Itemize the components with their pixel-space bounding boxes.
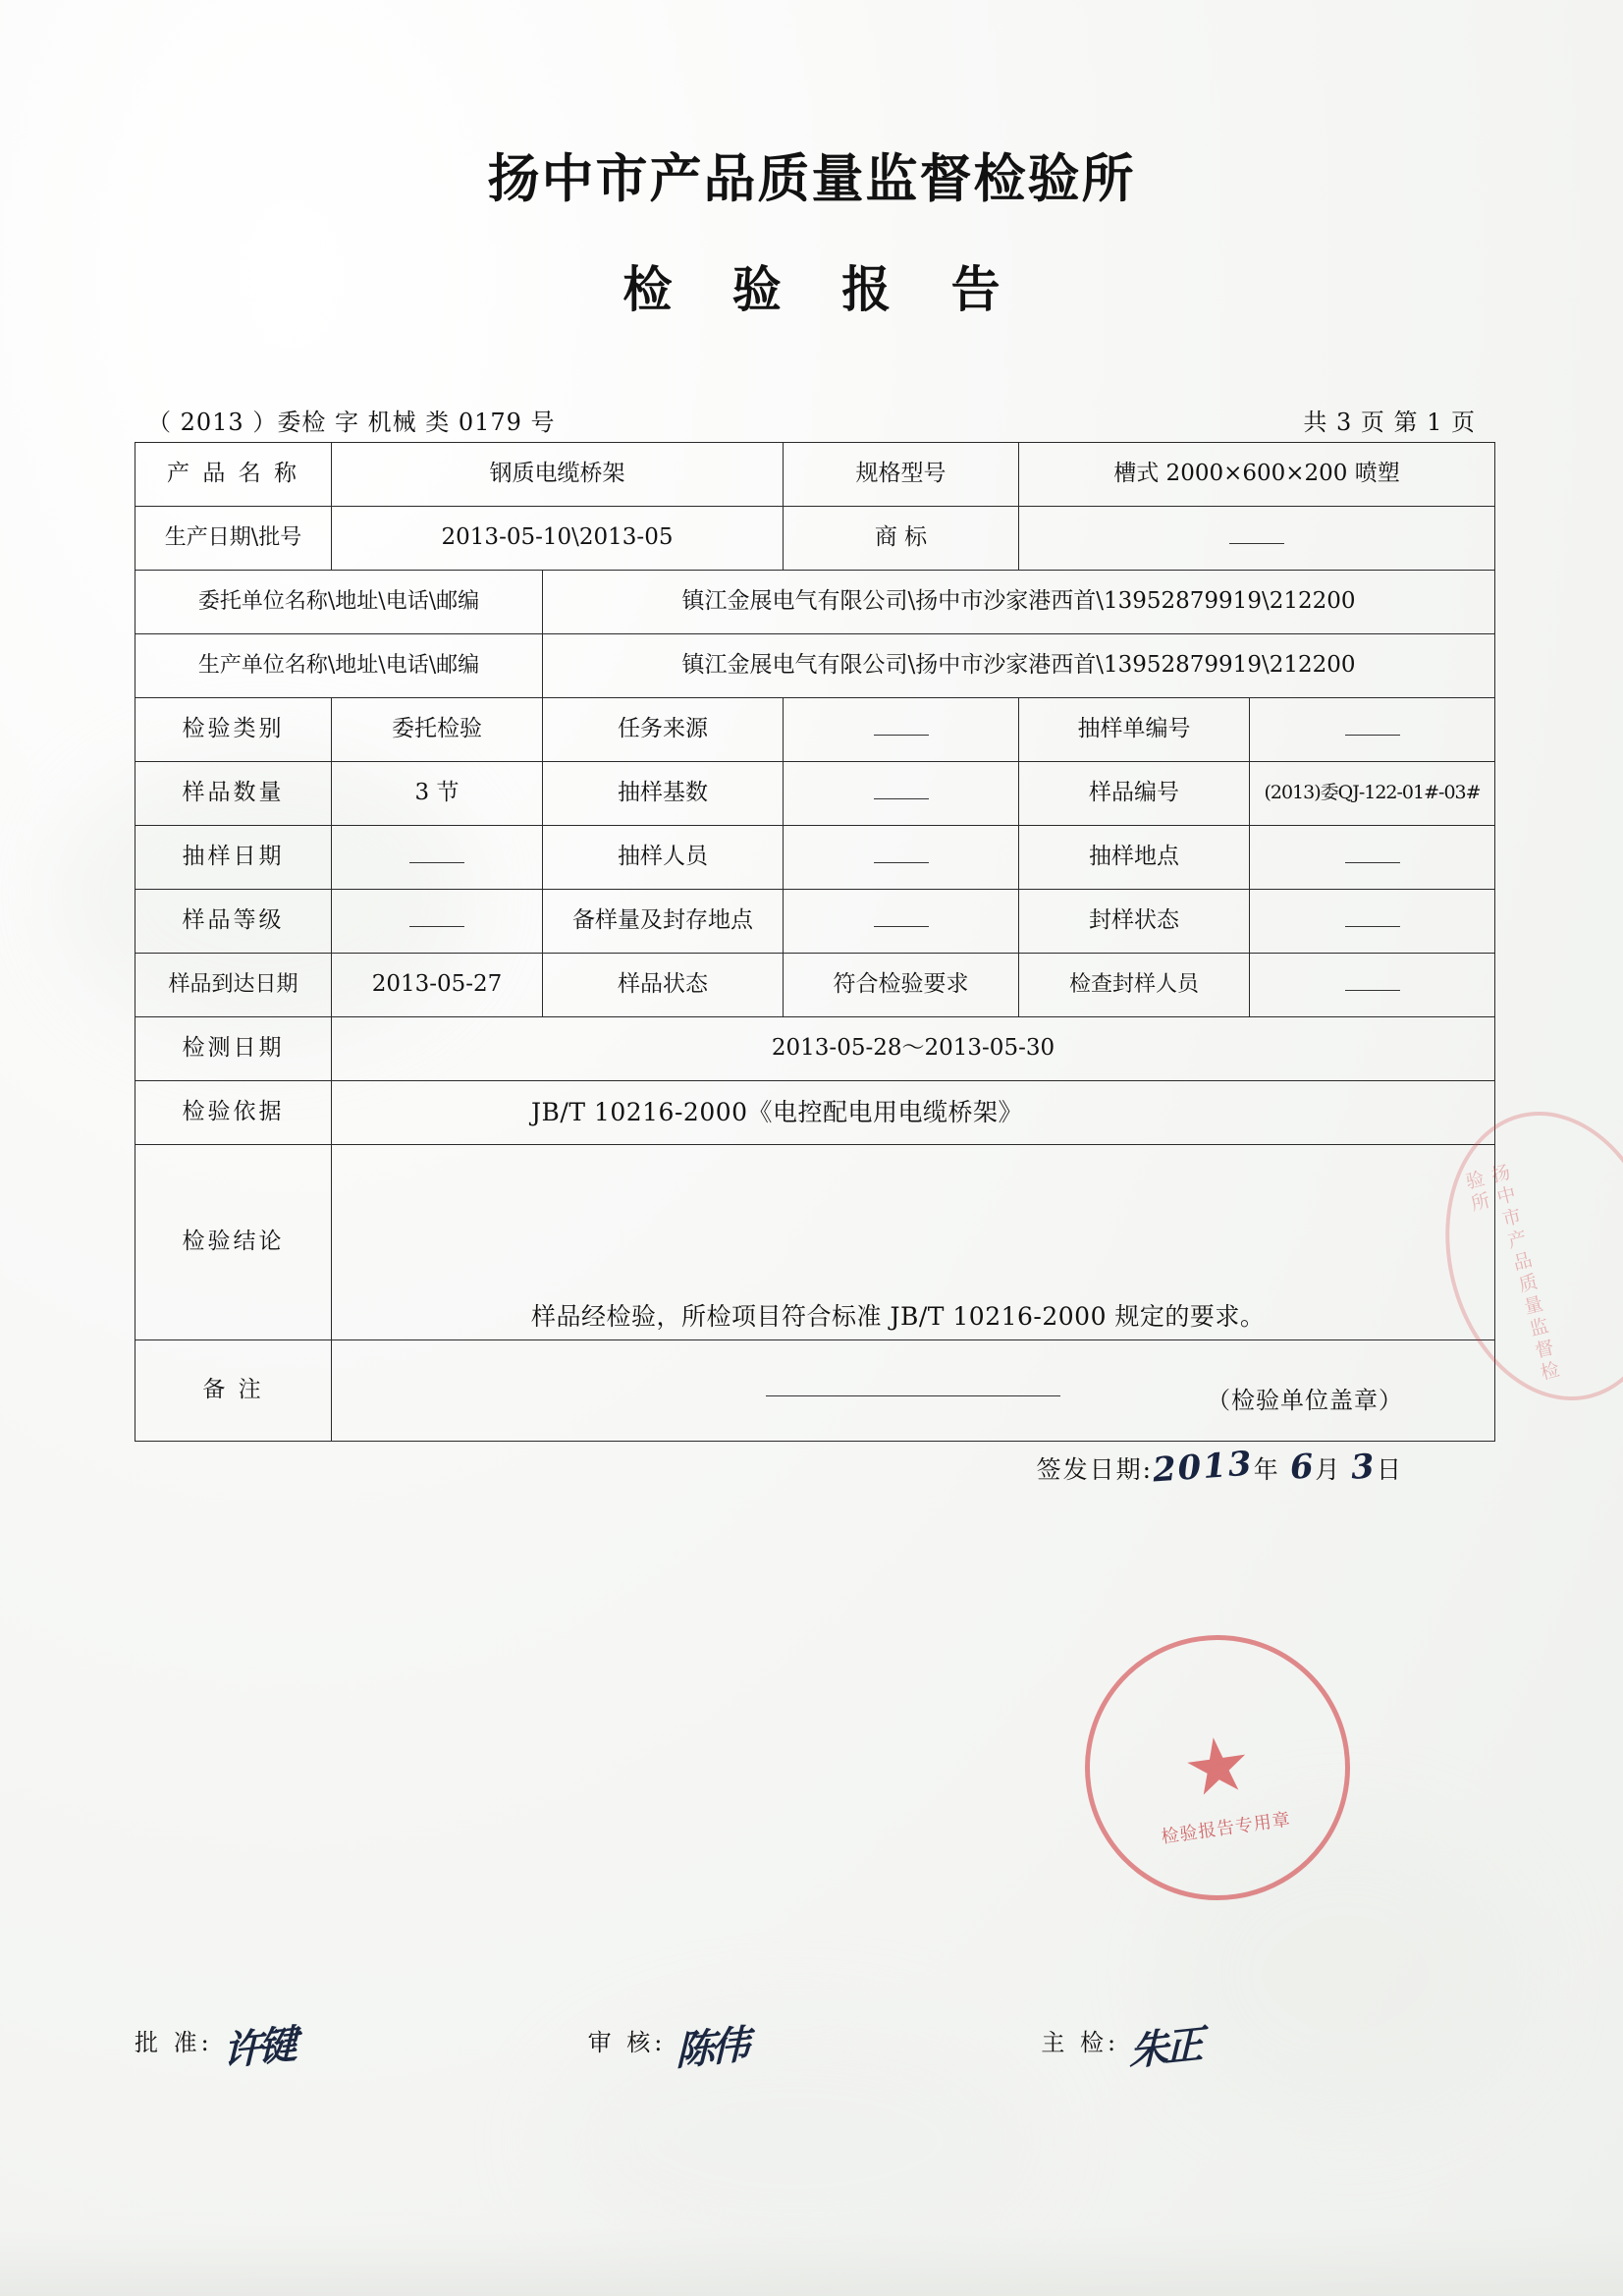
table-row (135, 826, 1495, 890)
trademark-label: 商 标 (784, 507, 1019, 571)
sample-qty-value: 3 节 (332, 762, 543, 826)
review-block (588, 2023, 1042, 2073)
sample-state-value: 符合检验要求 (784, 954, 1019, 1017)
sampler-label: 抽样人员 (543, 826, 784, 890)
seal-state-label: 封样状态 (1019, 890, 1250, 954)
table-row (135, 443, 1495, 507)
sample-no-value: (2013)委QJ-122-01#-03# (1250, 762, 1495, 826)
table-row (135, 762, 1495, 826)
issue-date-year: 2013 (1151, 1444, 1255, 1491)
seal-state-value (1250, 890, 1495, 954)
product-name-value: 钢质电缆桥架 (332, 443, 784, 507)
production-date-label: 生产日期\批号 (135, 507, 332, 571)
task-source-label: 任务来源 (543, 698, 784, 762)
table-row (135, 698, 1495, 762)
sample-grade-label: 样品等级 (135, 890, 332, 954)
issue-date-month-unit: 月 (1315, 1455, 1342, 1484)
table-row-conclusion (135, 1145, 1495, 1340)
page-edge-shadow (0, 2227, 1623, 2296)
manufacturer-value: 镇江金展电气有限公司\扬中市沙家港西首\13952879919\212200 (543, 634, 1495, 698)
sampling-no-value (1250, 698, 1495, 762)
sampling-base-value (784, 762, 1019, 826)
client-label: 委托单位名称\地址\电话\邮编 (135, 571, 543, 634)
remark-label: 备 注 (135, 1339, 332, 1441)
basis-value: JB/T 10216-2000《电控配电用电缆桥架》 (531, 1098, 1024, 1127)
sample-grade-value (332, 890, 543, 954)
issue-date-year-unit: 年 (1253, 1455, 1280, 1484)
sampling-base-label: 抽样基数 (543, 762, 784, 826)
conclusion-label: 检验结论 (135, 1145, 332, 1340)
seal-note: （检验单位盖章） (1207, 1387, 1403, 1414)
client-value: 镇江金展电气有限公司\扬中市沙家港西首\13952879919\212200 (543, 571, 1495, 634)
page-title: 扬中市产品质量监督检验所 (487, 148, 1136, 209)
arrival-date-value: 2013-05-27 (332, 954, 543, 1017)
product-name-label: 产 品 名 称 (135, 443, 332, 507)
table-row (135, 507, 1495, 571)
table-row (135, 890, 1495, 954)
seal-star-icon (1183, 1733, 1252, 1802)
sampling-date-value (332, 826, 543, 890)
approve-signature: 许键 (222, 2021, 294, 2075)
conclusion-value: 样品经检验，所检项目符合标准 JB/T 10216-2000 规定的要求。 (531, 1302, 1266, 1331)
sample-no-label: 样品编号 (1019, 762, 1250, 826)
report-title: 检 验 报 告 (622, 260, 1022, 318)
page-indicator: 共 3 页 第 1 页 (1303, 409, 1476, 436)
arrival-date-label: 样品到达日期 (135, 954, 332, 1017)
manufacturer-label: 生产单位名称\地址\电话\邮编 (135, 634, 543, 698)
issue-date-month: 6 (1288, 1447, 1317, 1488)
inspector-block (1041, 2023, 1494, 2073)
sampling-place-label: 抽样地点 (1019, 826, 1250, 890)
review-signature: 陈伟 (676, 2021, 747, 2075)
issue-date (1037, 1446, 1403, 1491)
sampler-value (784, 826, 1019, 890)
inspector-signature: 朱正 (1129, 2021, 1200, 2075)
sampling-no-label: 抽样单编号 (1019, 698, 1250, 762)
seal-bottom-text: 检验报告专用章 (1160, 1809, 1293, 1848)
production-date-value: 2013-05-10\2013-05 (332, 507, 784, 571)
report-meta (147, 403, 1476, 437)
approve-block (135, 2023, 588, 2073)
issue-date-prefix: 签发日期: (1036, 1455, 1154, 1484)
check-sealer-value (1250, 954, 1495, 1017)
conclusion-cell (332, 1145, 1495, 1491)
table-row (135, 954, 1495, 1017)
table-row (135, 571, 1495, 634)
sample-state-label: 样品状态 (543, 954, 784, 1017)
edge-seal-text: 扬中市产品质量监督检验所 (1460, 1161, 1562, 1387)
basis-label: 检验依据 (135, 1081, 332, 1145)
inspection-table (135, 442, 1495, 1491)
signature-row (135, 2023, 1494, 2073)
report-number: （ 2013 ）委检 字 机械 类 0179 号 (147, 409, 556, 436)
inspect-type-value: 委托检验 (332, 698, 543, 762)
check-sealer-label: 检查封样人员 (1019, 954, 1250, 1017)
issue-date-day-unit: 日 (1376, 1455, 1403, 1484)
trademark-value (1019, 507, 1495, 571)
sampling-place-value (1250, 826, 1495, 890)
issue-date-day: 3 (1349, 1447, 1379, 1488)
inspector-label: 主 检: (1041, 2029, 1120, 2056)
basis-cell (332, 1081, 1495, 1145)
sampling-date-label: 抽样日期 (135, 826, 332, 890)
spec-value: 槽式 2000×600×200 喷塑 (1019, 443, 1495, 507)
test-date-label: 检测日期 (135, 1017, 332, 1081)
test-date-value: 2013-05-28～2013-05-30 (332, 1017, 1495, 1081)
spare-storage-value (784, 890, 1019, 954)
review-label: 审 核: (587, 2029, 667, 2056)
task-source-value (784, 698, 1019, 762)
table-row (135, 634, 1495, 698)
inspect-type-label: 检验类别 (135, 698, 332, 762)
table-row-basis (135, 1081, 1495, 1145)
spec-label: 规格型号 (784, 443, 1019, 507)
table-row (135, 1017, 1495, 1081)
paper-texture (1159, 1817, 1532, 2131)
sample-qty-label: 样品数量 (135, 762, 332, 826)
spare-storage-label: 备样量及封存地点 (543, 890, 784, 954)
approve-label: 批 准: (135, 2029, 213, 2056)
